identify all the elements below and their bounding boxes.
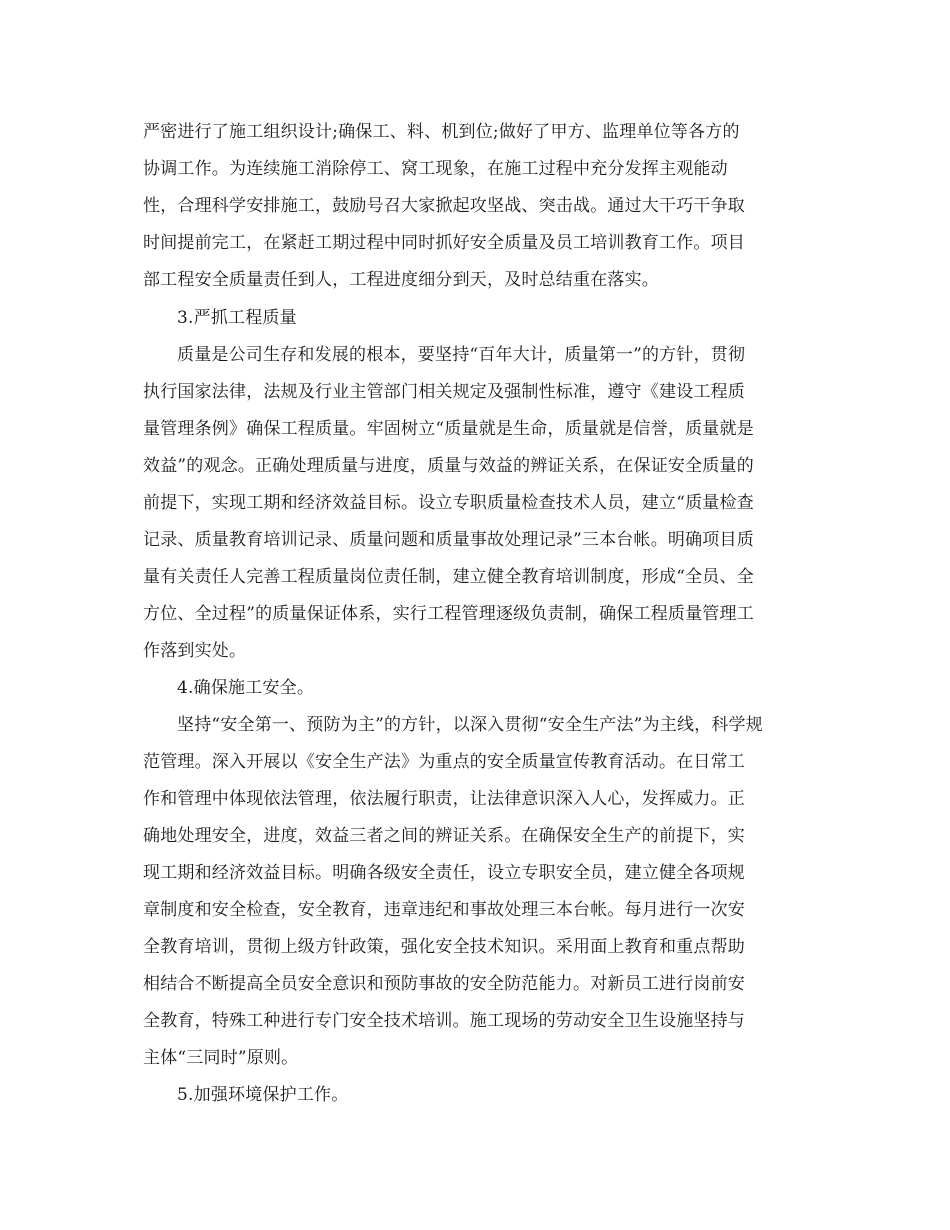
text-line: 效益”的观念。正确处理质量与进度，质量与效益的辨证关系，在保证安全质量的: [143, 456, 754, 476]
text-line: 章制度和安全检查，安全教育，违章违纪和事故处理三本台帐。每月进行一次安: [143, 900, 745, 920]
text-line: 全教育培训，贯彻上级方针政策，强化安全技术知识。采用面上教育和重点帮助: [143, 937, 745, 957]
text-line: 确地处理安全，进度，效益三者之间的辨证关系。在确保安全生产的前提下，实: [143, 826, 745, 846]
text-line: 范管理。深入开展以《安全生产法》为重点的安全质量宣传教育活动。在日常工: [143, 752, 745, 772]
section-heading: 4.确保施工安全。: [177, 678, 315, 698]
text-line: 量有关责任人完善工程质量岗位责任制，建立健全教育培训制度，形成“全员、全: [143, 567, 754, 587]
section-heading: 3.严抓工程质量: [177, 308, 297, 328]
text-line: 量管理条例》确保工程质量。牢固树立“质量就是生命，质量就是信誉，质量就是: [143, 419, 754, 439]
text-line: 严密进行了施工组织设计;确保工、料、机到位;做好了甲方、监理单位等各方的: [143, 122, 740, 142]
text-line: 记录、质量教育培训记录、质量问题和质量事故处理记录”三本台帐。明确项目质: [143, 530, 754, 550]
text-line: 时间提前完工，在紧赶工期过程中同时抓好安全质量及员工培训教育工作。项目: [143, 233, 745, 253]
text-line: 作落到实处。: [143, 641, 247, 661]
text-line: 前提下，实现工期和经济效益目标。设立专职质量检查技术人员，建立“质量检查: [143, 493, 754, 513]
text-line: 质量是公司生存和发展的根本，要坚持“百年大计，质量第一”的方针，贯彻: [177, 345, 746, 365]
text-line: 作和管理中体现依法管理，依法履行职责，让法律意识深入人心，发挥威力。正: [143, 789, 745, 809]
text-line: 相结合不断提高全员安全意识和预防事故的安全防范能力。对新员工进行岗前安: [143, 974, 745, 994]
text-line: 执行国家法律，法规及行业主管部门相关规定及强制性标准，遵守《建设工程质: [143, 382, 745, 402]
text-line: 部工程安全质量责任到人，工程进度细分到天，及时总结重在落实。: [143, 270, 659, 290]
text-line: 主体“三同时”原则。: [143, 1048, 299, 1068]
text-line: 方位、全过程”的质量保证体系，实行工程管理逐级负责制，确保工程质量管理工: [143, 604, 754, 624]
text-line: 全教育，特殊工种进行专门安全技术培训。施工现场的劳动安全卫生设施坚持与: [143, 1011, 745, 1031]
section-heading: 5.加强环境保护工作。: [177, 1085, 349, 1105]
text-line: 协调工作。为连续施工消除停工、窝工现象，在施工过程中充分发挥主观能动: [143, 159, 728, 179]
text-line: 坚持“安全第一、预防为主”的方针，以深入贯彻“安全生产法”为主线，科学规: [177, 715, 763, 735]
text-line: 现工期和经济效益目标。明确各级安全责任，设立专职安全员，建立健全各项规: [143, 863, 745, 883]
text-line: 性，合理科学安排施工，鼓励号召大家掀起攻坚战、突击战。通过大干巧干争取: [143, 196, 745, 216]
